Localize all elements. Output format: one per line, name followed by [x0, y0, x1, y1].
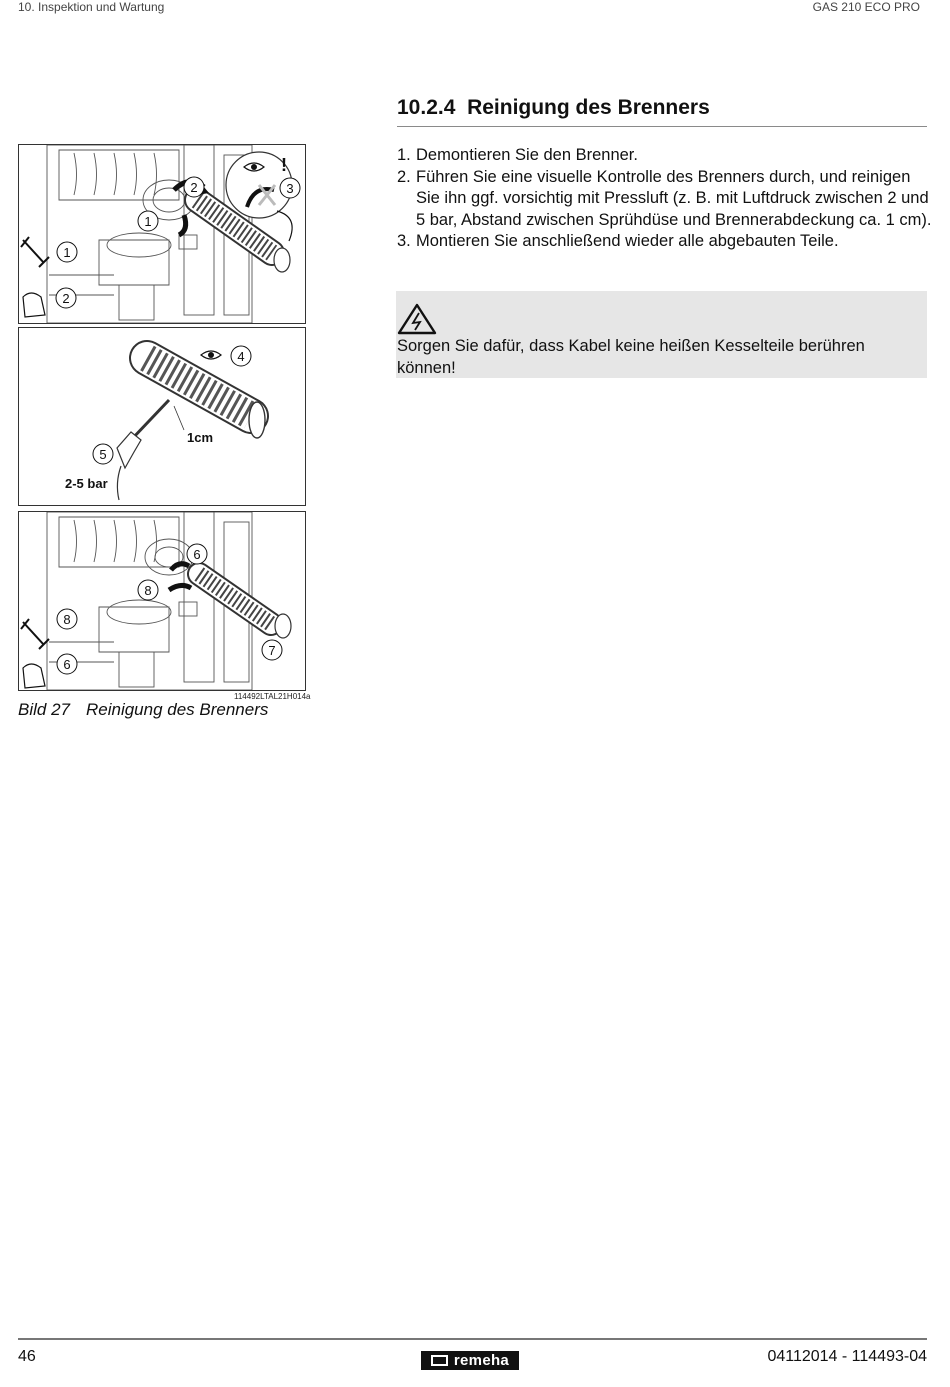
logo-mark-icon	[431, 1355, 448, 1366]
callout-4: 4	[237, 349, 245, 364]
remount-illustration	[19, 512, 305, 690]
section-title	[397, 96, 710, 120]
header-chapter: 10. Inspektion und Wartung	[18, 0, 165, 14]
callout-8b: 8	[63, 612, 71, 627]
footer-rule	[18, 1338, 927, 1340]
callout-2b: 2	[190, 180, 198, 195]
caption-text: Reinigung des Brenners	[85, 700, 269, 719]
step-text: Führen Sie eine visuelle Kontrolle des Brenners durch, und reinigen Sie ihn ggf. vorsichtig mit Pressluft (z. B. mit Luftdruck zwischen 2 und 5 bar, Abstand zwischen Sprühdüse und Brennerabdeckung ca. 1 cm).	[416, 167, 932, 229]
figure-panel-remount	[18, 511, 306, 691]
step-number: 2.	[397, 167, 411, 186]
callout-1b: 1	[144, 214, 152, 229]
cleaning-illustration	[19, 328, 305, 505]
callout-6b: 6	[63, 657, 71, 672]
list-item	[397, 145, 932, 167]
svg-text:!: !	[281, 155, 287, 175]
header-product: GAS 210 ECO PRO	[812, 0, 920, 14]
warning-box	[396, 291, 927, 378]
callout-5: 5	[99, 447, 107, 462]
step-text: Demontieren Sie den Brenner.	[416, 146, 638, 164]
callout-2a: 2	[62, 291, 70, 306]
remeha-logo	[421, 1351, 519, 1370]
list-item	[397, 167, 932, 232]
title-rule	[397, 126, 927, 127]
dismount-illustration	[19, 145, 305, 323]
logo-text: remeha	[453, 1352, 510, 1369]
caption-number: Bild 27	[18, 700, 70, 719]
figure-caption	[18, 700, 268, 720]
callout-7: 7	[268, 643, 276, 658]
figure-code: 114492LTAL21H014a	[234, 692, 311, 701]
callout-3: 3	[286, 181, 294, 196]
step-number: 3.	[397, 232, 411, 250]
list-item	[397, 231, 932, 253]
step-number: 1.	[397, 146, 411, 164]
electrical-warning-icon	[397, 303, 437, 335]
page-number: 46	[18, 1348, 36, 1365]
figure-panel-dismount	[18, 144, 306, 324]
distance-label: 1cm	[187, 430, 214, 445]
section-number: 10.2.4	[397, 96, 456, 119]
document-number: 04112014 - 114493-04	[767, 1348, 927, 1365]
steps-list	[397, 145, 932, 253]
callout-1a: 1	[63, 245, 71, 260]
section-title-text: Reinigung des Brenners	[467, 96, 710, 119]
pressure-label: 2-5 bar	[65, 476, 108, 491]
callout-6a: 6	[193, 547, 201, 562]
callout-8a: 8	[144, 583, 152, 598]
warning-text: Sorgen Sie dafür, dass Kabel keine heißen Kesselteile berühren können!	[397, 337, 865, 377]
figure-panel-cleaning	[18, 327, 306, 506]
step-text: Montieren Sie anschließend wieder alle abgebauten Teile.	[416, 232, 839, 250]
